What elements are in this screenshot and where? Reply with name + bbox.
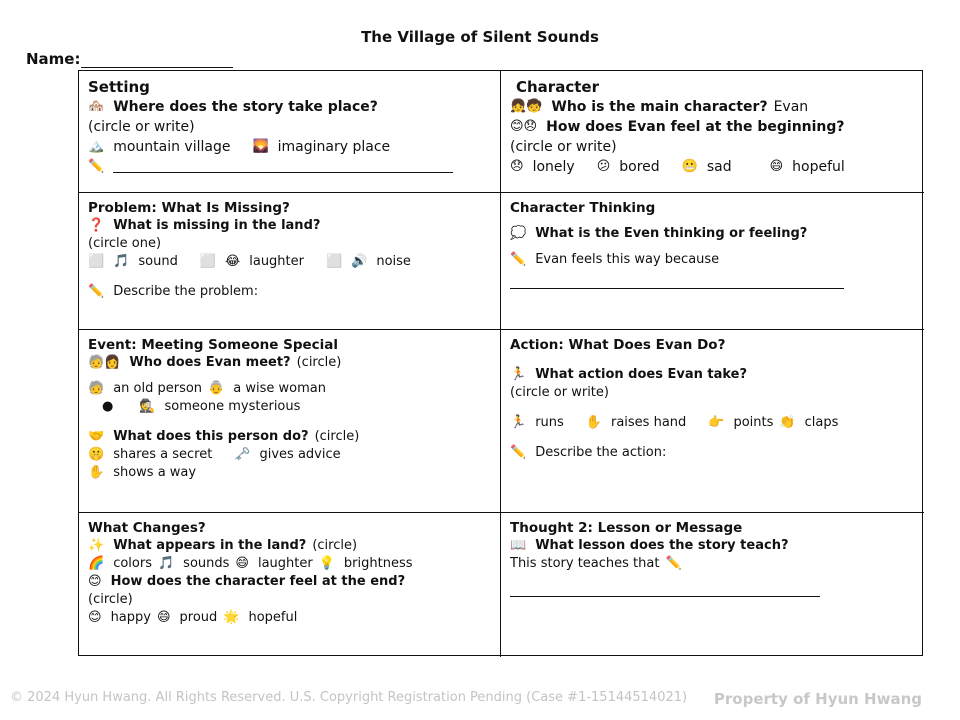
confused-face-icon: 😕 bbox=[596, 159, 611, 174]
old-person-icon: 🧓 bbox=[88, 381, 105, 396]
thought-bubble-icon: 💭 bbox=[510, 226, 527, 241]
thinking-prompt: Evan feels this way because bbox=[535, 252, 720, 267]
copyright-notice: © 2024 Hyun Hwang. All Rights Reserved. U.S. Copyright Registration Pending (Case #1-15144514021) bbox=[10, 690, 688, 705]
option-lonely[interactable]: lonely bbox=[532, 159, 575, 175]
option-someone-mysterious[interactable]: someone mysterious bbox=[164, 399, 301, 414]
lesson-cell bbox=[501, 513, 924, 657]
story-map-table bbox=[78, 70, 923, 656]
faces-icon: 😊😞 bbox=[510, 119, 538, 134]
option-sounds[interactable]: sounds bbox=[183, 556, 230, 571]
changes-heading: What Changes? bbox=[88, 520, 206, 536]
sparkles-icon: ✨ bbox=[88, 538, 105, 553]
option-wise-woman[interactable]: a wise woman bbox=[233, 381, 326, 396]
raised-hand-icon: ✋ bbox=[585, 415, 602, 430]
name-field[interactable] bbox=[26, 50, 233, 68]
mountain-icon: 🏔️ bbox=[88, 139, 105, 154]
changes-question-suffix: (circle) bbox=[312, 538, 358, 553]
pencil-icon: ✏️ bbox=[88, 284, 105, 299]
sunset-icon: 🌄 bbox=[252, 139, 269, 154]
checkbox-icon[interactable]: ⬜ bbox=[88, 254, 105, 269]
option-imaginary-place[interactable]: imaginary place bbox=[277, 139, 391, 155]
action-question: What action does Evan take? bbox=[535, 367, 748, 382]
action-cell bbox=[501, 330, 924, 513]
kids-icon: 👧🧒 bbox=[510, 99, 543, 114]
option-happy[interactable]: happy bbox=[110, 610, 151, 625]
setting-question: Where does the story take place? bbox=[113, 99, 378, 115]
star-icon: 🌟 bbox=[223, 610, 240, 625]
detective-icon: 🕵️ bbox=[139, 399, 156, 414]
option-sad[interactable]: sad bbox=[706, 159, 732, 175]
property-watermark: Property of Hyun Hwang bbox=[713, 690, 922, 708]
pencil-icon: ✏️ bbox=[510, 252, 527, 267]
rainbow-icon: 🌈 bbox=[88, 556, 105, 571]
problem-instruction: (circle one) bbox=[88, 236, 162, 251]
character-heading: Character bbox=[516, 78, 599, 96]
option-bored[interactable]: bored bbox=[619, 159, 660, 175]
event-cell bbox=[79, 330, 501, 513]
shush-icon: 🤫 bbox=[88, 447, 105, 462]
character-question: Who is the main character? bbox=[551, 99, 768, 115]
option-shows-way[interactable]: shows a way bbox=[113, 465, 197, 480]
event-question: Who does Evan meet? bbox=[129, 355, 291, 370]
option-raises-hand[interactable]: raises hand bbox=[610, 415, 687, 430]
happy-face-icon: 😊 bbox=[88, 610, 102, 625]
name-label: Name: bbox=[26, 50, 81, 68]
lesson-question: What lesson does the story teach? bbox=[535, 538, 789, 553]
question-icon: ❓ bbox=[88, 218, 105, 233]
action-heading: Action: What Does Evan Do? bbox=[510, 337, 726, 353]
character-instruction: (circle or write) bbox=[510, 139, 617, 155]
feeling-question: How does Evan feel at the beginning? bbox=[546, 119, 845, 135]
thinking-cell bbox=[501, 193, 924, 330]
key-icon: 🗝️ bbox=[234, 447, 251, 462]
laugh-icon: 😂 bbox=[225, 254, 241, 269]
changes-cell bbox=[79, 513, 501, 657]
option-mountain-village[interactable]: mountain village bbox=[113, 139, 231, 155]
lesson-write-line[interactable] bbox=[510, 585, 820, 597]
runner-icon: 🏃 bbox=[510, 367, 527, 382]
people-icon: 🧓👩 bbox=[88, 355, 121, 370]
action-describe-label: Describe the action: bbox=[535, 445, 667, 460]
grin-icon: 😄 bbox=[156, 610, 171, 625]
clapping-hands-icon: 👏 bbox=[779, 415, 796, 430]
problem-cell bbox=[79, 193, 501, 330]
changes-question: What appears in the land? bbox=[113, 538, 307, 553]
option-gives-advice[interactable]: gives advice bbox=[259, 447, 341, 462]
book-icon: 📖 bbox=[510, 538, 527, 553]
character-cell bbox=[501, 71, 924, 193]
runner-icon: 🏃 bbox=[510, 415, 527, 430]
name-blank-line[interactable] bbox=[81, 54, 233, 68]
checkbox-icon[interactable]: ⬜ bbox=[199, 254, 217, 269]
thinking-heading: Character Thinking bbox=[510, 200, 656, 216]
character-answer: Evan bbox=[773, 99, 809, 115]
problem-question: What is missing in the land? bbox=[113, 218, 321, 233]
smile-face-icon: 😄 bbox=[769, 159, 784, 174]
option-claps[interactable]: claps bbox=[804, 415, 839, 430]
sad-face-icon: 😞 bbox=[510, 159, 524, 174]
bullet-point: ● bbox=[102, 399, 114, 414]
happy-face-icon: 😊 bbox=[88, 574, 102, 589]
option-noise[interactable]: noise bbox=[376, 254, 411, 269]
pencil-icon: ✏️ bbox=[510, 445, 527, 460]
option-laughter[interactable]: laughter bbox=[249, 254, 304, 269]
option-brightness[interactable]: brightness bbox=[343, 556, 413, 571]
lesson-heading: Thought 2: Lesson or Message bbox=[510, 520, 743, 536]
pointing-hand-icon: 👉 bbox=[708, 415, 725, 430]
setting-heading: Setting bbox=[88, 78, 150, 96]
changes-instruction: (circle) bbox=[88, 592, 133, 607]
lesson-prompt: This story teaches that bbox=[510, 556, 660, 571]
handshake-icon: 🤝 bbox=[88, 429, 105, 444]
option-sound[interactable]: sound bbox=[138, 254, 178, 269]
option-shares-secret[interactable]: shares a secret bbox=[113, 447, 213, 462]
option-points[interactable]: points bbox=[733, 415, 774, 430]
event-heading: Event: Meeting Someone Special bbox=[88, 337, 339, 353]
option-old-person[interactable]: an old person bbox=[113, 381, 203, 396]
action-instruction: (circle or write) bbox=[510, 385, 609, 400]
setting-instruction: (circle or write) bbox=[88, 119, 195, 135]
setting-cell bbox=[79, 71, 501, 193]
option-colors[interactable]: colors bbox=[113, 556, 152, 571]
lightbulb-icon: 💡 bbox=[318, 556, 335, 571]
problem-describe-label: Describe the problem: bbox=[113, 284, 259, 299]
pencil-icon: ✏️ bbox=[88, 159, 105, 174]
speaker-icon: 🔊 bbox=[351, 254, 368, 269]
option-laughter[interactable]: laughter bbox=[257, 556, 313, 571]
music-icon: 🎵 bbox=[113, 254, 130, 269]
problem-heading: Problem: What Is Missing? bbox=[88, 200, 290, 216]
event-action-suffix: (circle) bbox=[314, 429, 360, 444]
grimace-face-icon: 😬 bbox=[681, 159, 698, 174]
setting-write-line[interactable] bbox=[113, 161, 453, 173]
option-runs[interactable]: runs bbox=[535, 415, 564, 430]
pencil-icon: ✏️ bbox=[665, 556, 682, 571]
checkbox-icon[interactable]: ⬜ bbox=[325, 254, 343, 269]
end-feeling-question: How does the character feel at the end? bbox=[110, 574, 406, 589]
option-proud[interactable]: proud bbox=[179, 610, 218, 625]
house-icon: 🏘️ bbox=[88, 99, 105, 114]
thinking-write-line[interactable] bbox=[510, 277, 844, 289]
grin-icon: 😄 bbox=[235, 556, 249, 571]
option-hopeful[interactable]: hopeful bbox=[792, 159, 845, 175]
thinking-question: What is the Even thinking or feeling? bbox=[535, 226, 808, 241]
event-question-suffix: (circle) bbox=[296, 355, 342, 370]
page-title: The Village of Silent Sounds bbox=[361, 28, 599, 46]
raised-hand-icon: ✋ bbox=[88, 465, 105, 480]
wise-woman-icon: 👵 bbox=[208, 381, 225, 396]
event-action-question: What does this person do? bbox=[113, 429, 309, 444]
music-icon: 🎵 bbox=[157, 556, 175, 571]
option-hopeful[interactable]: hopeful bbox=[248, 610, 298, 625]
